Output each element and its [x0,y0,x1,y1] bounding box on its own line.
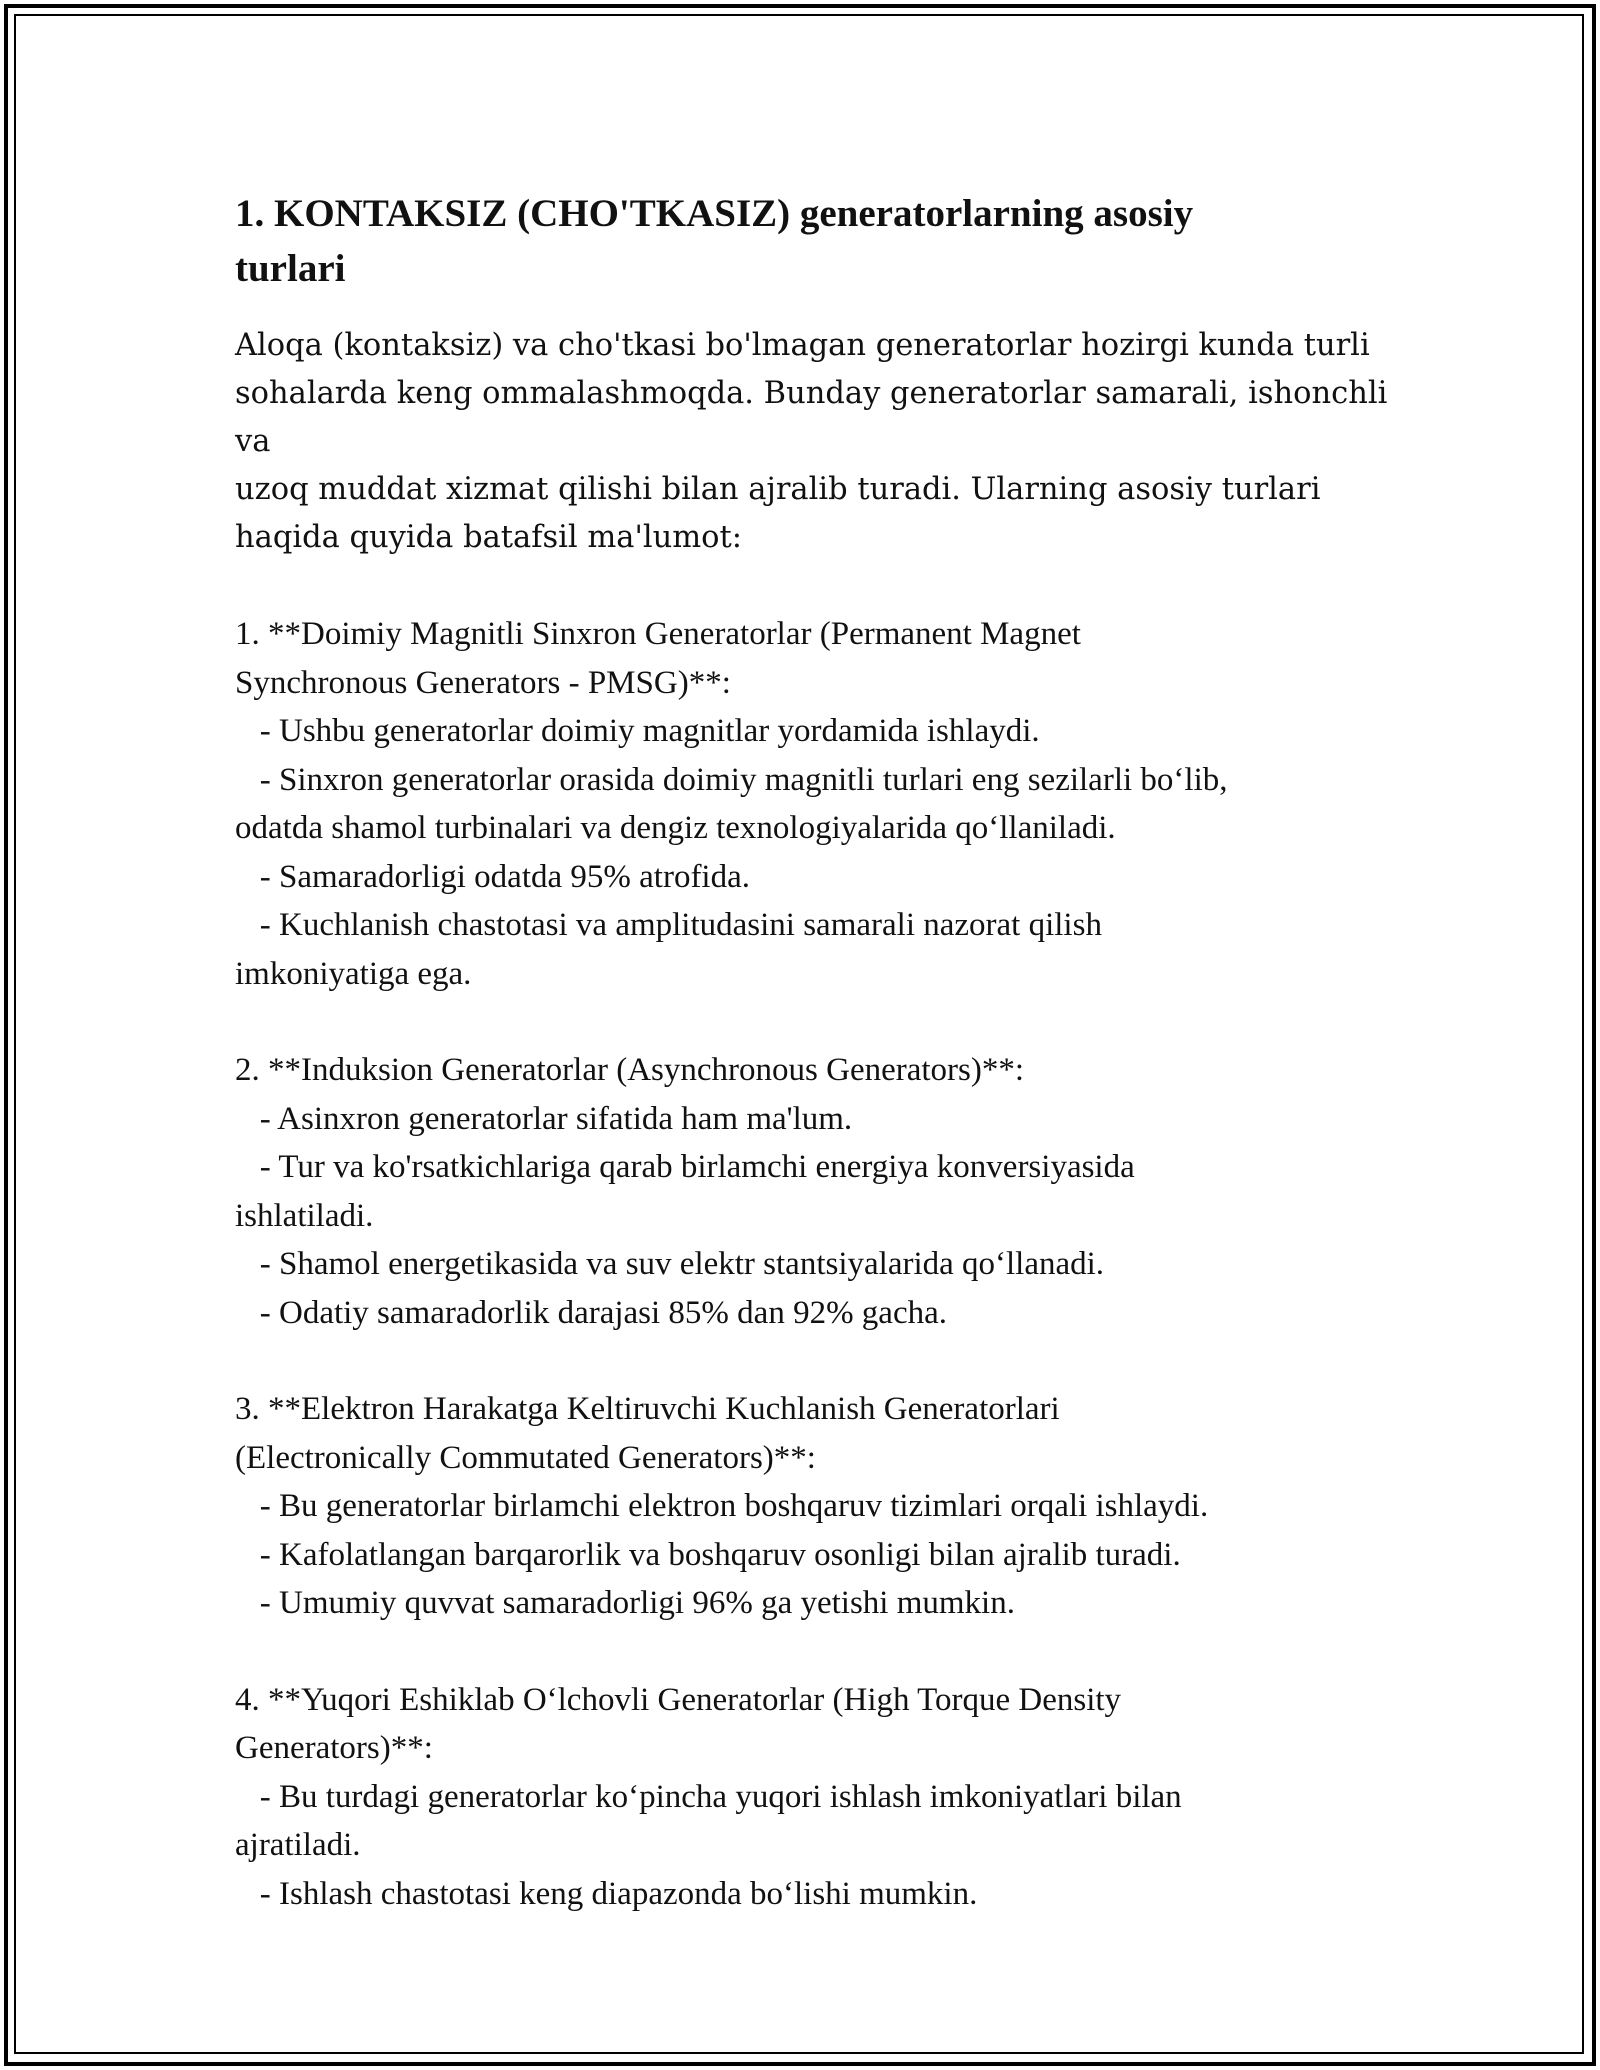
section-line: - Kuchlanish chastotasi va amplitudasini samarali nazorat qilish [235,907,1102,943]
section-line: - Kafolatlangan barqarorlik va boshqaruv osonligi bilan ajralib turadi. [235,1536,1181,1573]
section-line: - Odatiy samaradorlik darajasi 85% dan 92% gacha. [235,1294,947,1331]
section-line: ishlatiladi. [235,1197,374,1234]
section-electronic [235,1385,1415,1628]
section-line: - Umumiy quvvat samaradorligi 96% ga yetishi mumkin. [235,1585,1015,1621]
section-line: 4. **Yuqori Eshiklab O‘lchovli Generatorlar (High Torque Density [235,1681,1122,1718]
section-line: - Shamol energetikasida va suv elektr stantsiyalarida qo‘llanadi. [235,1246,1105,1282]
section-induction [235,1046,1415,1337]
section-line: 1. **Doimiy Magnitli Sinxron Generatorlar (Permanent Magnet [235,616,1081,652]
section-line: imkoniyatiga ega. [235,955,472,992]
section-line: ajratiladi. [235,1827,361,1863]
section-line: - Samaradorligi odatda 95% atrofida. [235,858,750,895]
section-line: 3. **Elektron Harakatga Keltiruvchi Kuchlanish Generatorlari [235,1391,1060,1427]
section-line: - Tur va ko'rsatkichlariga qarab birlamchi energiya konversiyasida [235,1149,1135,1185]
document-body [235,186,1415,1918]
section-line: - Bu turdagi generatorlar ko‘pincha yuqori ishlash imkoniyatlari bilan [235,1778,1182,1815]
section-line: - Asinxron generatorlar sifatida ham ma'lum. [235,1100,853,1137]
section-line: - Ishlash chastotasi keng diapazonda bo‘lishi mumkin. [235,1875,978,1912]
section-line: - Ushbu generatorlar doimiy magnitlar yordamida ishlaydi. [235,713,1040,749]
intro-paragraph: Aloqa (kontaksiz) va cho'tkasi bo'lmagan generatorlar hozirgi kunda turli sohalarda keng ommalashmoqda. Bunday generatorlar samarali, ishonchli va uzoq muddat xizmat qilishi bilan ajralib turadi. Ularning asosiy turlari haqida quyida batafsil ma'lumot: [235,328,1388,555]
document-title: 1. KONTAKSIZ (CHO'TKASIZ) generatorlarning asosiy turlari [235,192,1194,290]
section-line: Synchronous Generators - PMSG)**: [235,664,731,701]
section-high-torque [235,1676,1415,1919]
section-line: 2. **Induksion Generatorlar (Asynchronous Generators)**: [235,1052,1025,1088]
section-pmsg [235,610,1415,998]
section-line: - Bu generatorlar birlamchi elektron boshqaruv tizimlari orqali ishlaydi. [235,1488,1209,1524]
section-line: (Electronically Commutated Generators)**: [235,1439,816,1476]
section-line: - Sinxron generatorlar orasida doimiy magnitli turlari eng sezilarli bo‘lib, [235,761,1228,798]
section-line: odatda shamol turbinalari va dengiz texnologiyalarida qo‘llaniladi. [235,810,1116,846]
section-line: Generators)**: [235,1730,433,1766]
